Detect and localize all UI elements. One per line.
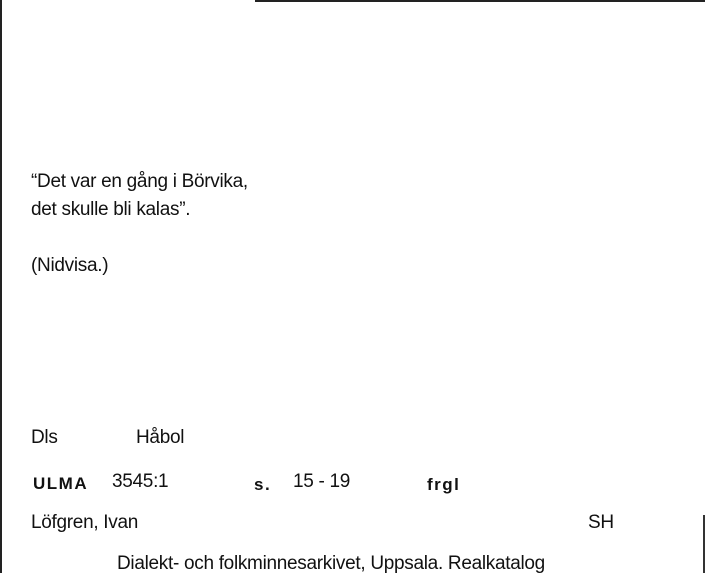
card-border-top [255,0,705,2]
genre-note: (Nidvisa.) [31,255,109,276]
signature: SH [588,512,614,533]
province: Dls [31,427,58,448]
song-title [31,168,248,224]
pages-range: 15 - 19 [293,471,351,492]
archive-footer: Dialekt- och folkminnesarkivet, Uppsala. Realkatalog [117,553,545,574]
song-title-line-1: “Det var en gång i Börvika, [31,171,248,192]
song-title-line-2: det skulle bli kalas”. [31,199,191,220]
collector-name: Löfgren, Ivan [31,512,139,533]
category-code: frgl [427,475,461,494]
parish: Håbol [136,427,185,448]
card-border-left [0,0,2,573]
archive-label: ULMA [33,474,89,493]
pages-label: s. [254,475,272,494]
archive-number: 3545:1 [112,471,169,492]
